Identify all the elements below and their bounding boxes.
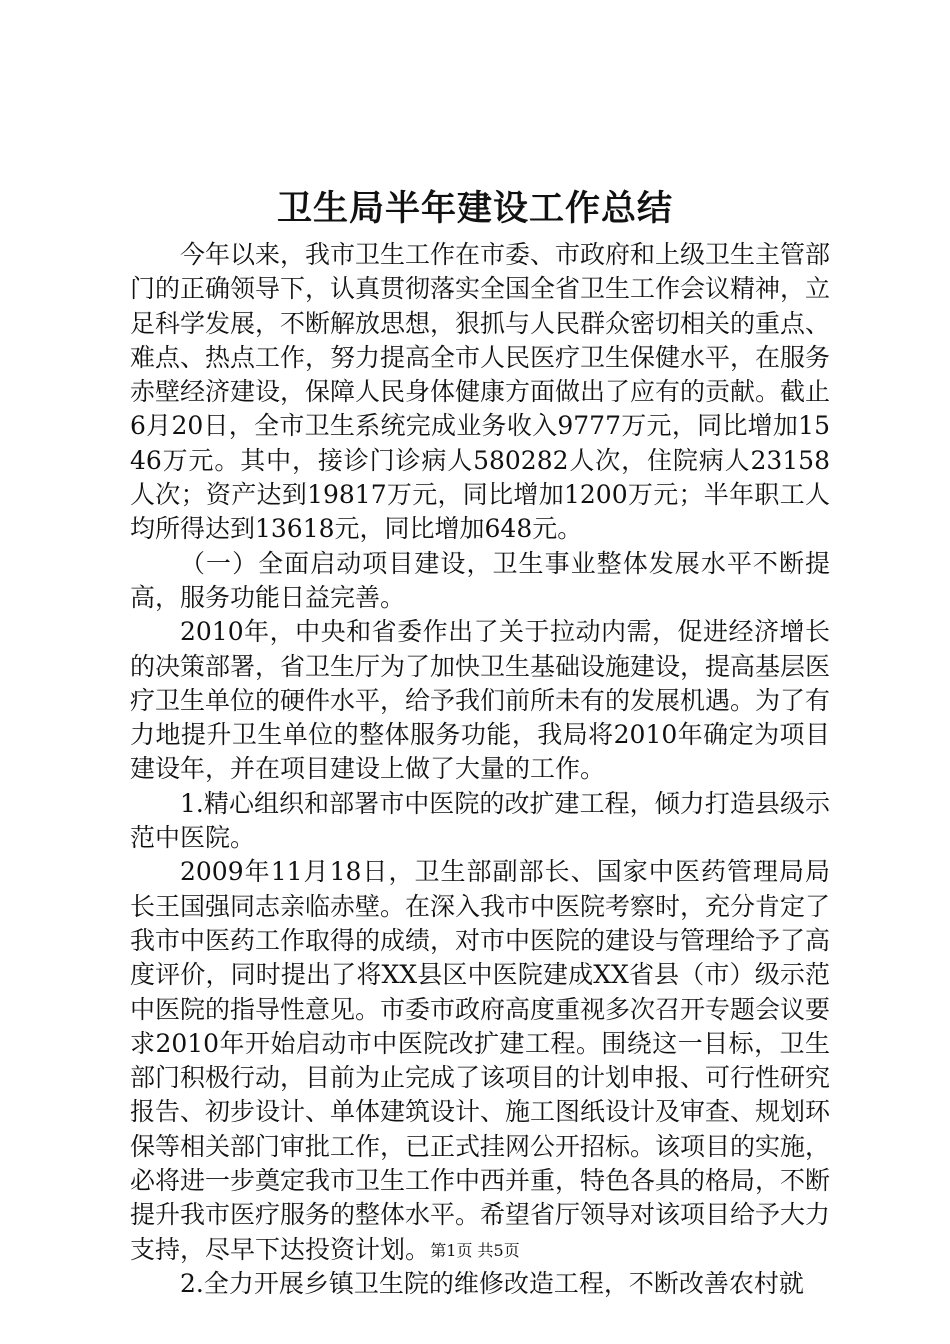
page-footer: 第1页 共5页 [430, 1241, 520, 1260]
paragraph-item-1-heading: 1.精心组织和部署市中医院的改扩建工程，倾力打造县级示范中医院。 [130, 788, 830, 853]
document-title: 卫生局半年建设工作总结 [276, 188, 673, 229]
paragraph-section-heading-1: （一）全面启动项目建设，卫生事业整体发展水平不断提高，服务功能日益完善。 [130, 548, 830, 612]
document-body [130, 238, 830, 1301]
paragraph-intro: 今年以来，我市卫生工作在市委、市政府和上级卫生主管部门的正确领导下，认真贯彻落实全国全省卫生工作会议精神，立足科学发展，不断解放思想，狠抓与人民群众密切相关的重点、难点、热点工作，努力提高全市人民医疗卫生保健水平，在服务赤壁经济建设，保障人民身体健康方面做出了应有的贡献。截止6月20日，全市卫生系统完成业务收入9777万元，同比增加1546万元。其中，接诊门诊病人580282人次，住院病人23158人次；资产达到19817万元，同比增加1200万元；半年职工人均所得达到13618元，同比增加648元。 [130, 240, 831, 544]
paragraph-item-2-heading: 2.全力开展乡镇卫生院的维修改造工程，不断改善农村就 [180, 1268, 804, 1298]
paragraph-hospital-expansion: 2009年11月18日，卫生部副部长、国家中医药管理局局长王国强同志亲临赤壁。在深入我市中医院考察时，充分肯定了我市中医药工作取得的成绩，对市中医院的建设与管理给予了高度评价，同时提出了将XX县区中医院建成XX省县（市）级示范中医院的指导性意见。市委市政府高度重视多次召开专题会议要求2010年开始启动市中医院改扩建工程。围绕这一目标，卫生部门积极行动，目前为止完成了该项目的计划申报、可行性研究报告、初步设计、单体建筑设计、施工图纸设计及审查、规划环保等相关部门审批工作，已正式挂网公开招标。该项目的实施，必将进一步奠定我市卫生工作中西并重，特色各具的格局，不断提升我市医疗服务的整体水平。希望省厅领导对该项目给予大力支持，尽早下达投资计划。 [130, 857, 831, 1264]
paragraph-project-year: 2010年，中央和省委作出了关于拉动内需，促进经济增长的决策部署，省卫生厅为了加快卫生基础设施建设，提高基层医疗卫生单位的硬件水平，给予我们前所未有的发展机遇。为了有力地提升卫生单位的整体服务功能，我局将2010年确定为项目建设年，并在项目建设上做了大量的工作。 [130, 617, 831, 784]
